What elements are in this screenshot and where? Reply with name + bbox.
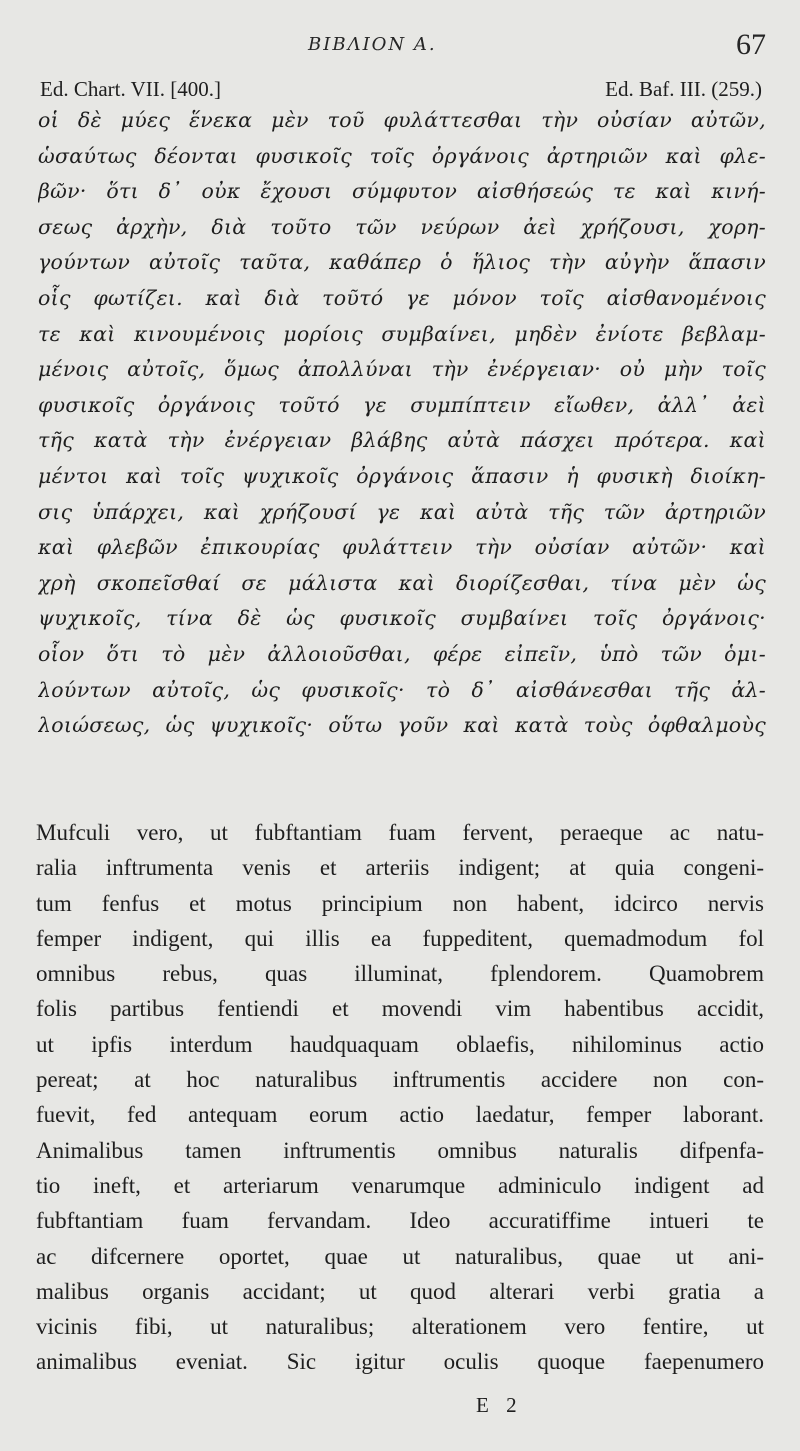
latin-text-line: Animalibus tamen inftrumentis omnibus naturalis difpenfa-: [36, 1137, 764, 1163]
signature-mark: E 2: [476, 1393, 523, 1417]
greek-text-line: βῶν· ὅτι δ᾽ οὐκ ἔχουσι σύμφυτον αἰσθήσεώς τε καὶ κινή-: [38, 179, 766, 204]
latin-text-line: femper indigent, qui illis ea fuppeditent, quemadmodum fol: [36, 925, 764, 951]
latin-text-line: malibus organis accidant; ut quod alterari verbi gratia a: [36, 1278, 764, 1304]
latin-text-line: folis partibus fentiendi et movendi vim habentibus accidit,: [36, 996, 764, 1022]
greek-text-line: χρὴ σκοπεῖσθαί σε μάλιστα καὶ διορίζεσθαι, τίνα μὲν ὡς: [38, 570, 766, 595]
greek-text-line: καὶ φλεβῶν ἐπικουρίας φυλάττειν τὴν οὐσίαν αὐτῶν· καὶ: [38, 535, 766, 560]
latin-text-line: ut ipfis interdum haudquaquam oblaefis, nihilominus actio: [36, 1031, 764, 1057]
greek-text-line: λοιώσεως, ὡς ψυχικοῖς· οὕτω γοῦν καὶ κατὰ τοὺς ὀφθαλμοὺς: [38, 713, 766, 738]
edition-reference-line: [40, 77, 762, 103]
greek-text-line: οἷς φωτίζει. καὶ διὰ τοῦτό γε μόνον τοῖς αἰσθανομένοις: [38, 285, 766, 310]
greek-text-line: οἱ δὲ μύες ἕνεκα μὲν τοῦ φυλάττεσθαι τὴν οὐσίαν αὐτῶν,: [38, 108, 766, 132]
greek-text-line: ὡσαύτως δέονται φυσικοῖς τοῖς ὀργάνοις ἀρτηριῶν καὶ φλε-: [38, 143, 766, 168]
latin-text-line: omnibus rebus, quas illuminat, fplendorem. Quamobrem: [36, 961, 764, 987]
greek-text-line: οἷον ὅτι τὸ μὲν ἀλλοιοῦσθαι, φέρε εἰπεῖν, ὑπὸ τῶν ὁμι-: [38, 641, 766, 666]
greek-text-line: σις ὑπάρχει, καὶ χρήζουσί γε καὶ αὐτὰ τῆς τῶν ἀρτηριῶν: [38, 499, 766, 524]
greek-text-line: γούντων αὐτοῖς ταῦτα, καθάπερ ὁ ἥλιος τὴν αὐγὴν ἅπασιν: [38, 250, 766, 275]
greek-text-block: [38, 103, 766, 744]
greek-text-line: τῆς κατὰ τὴν ἐνέργειαν βλάβης αὐτὰ πάσχει πρότερα. καὶ: [38, 428, 766, 453]
greek-text-line: ψυχικοῖς, τίνα δὲ ὡς φυσικοῖς συμβαίνει τοῖς ὀργάνοις·: [38, 606, 766, 631]
running-head-title: ΒΙΒΛΙΟΝ Α.: [308, 34, 437, 55]
latin-text-line: fubftantiam fuam fervandam. Ideo accuratiffime intueri te: [36, 1208, 764, 1234]
greek-text-line: μέντοι καὶ τοῖς ψυχικοῖς ὀργάνοις ἅπασιν ἡ φυσικὴ διοίκη-: [38, 463, 766, 488]
latin-text-line: pereat; at hoc naturalibus inftrumentis accidere non con-: [36, 1067, 764, 1093]
page-number: 67: [736, 28, 766, 61]
latin-text-line: vicinis fibi, ut naturalibus; alterationem vero fentire, ut: [36, 1314, 764, 1340]
edition-reference-basel: Ed. Baf. III. (259.): [605, 77, 762, 101]
running-head: [0, 28, 800, 68]
latin-text-line: ac difcernere oportet, quae ut naturalibus, quae ut ani-: [36, 1243, 764, 1269]
latin-text-line: ralia inftrumenta venis et arteriis indigent; at quia congeni-: [36, 855, 764, 881]
edition-reference-chartier: Ed. Chart. VII. [400.]: [40, 77, 221, 101]
latin-text-line: fuevit, fed antequam eorum actio laedatur, femper laborant.: [36, 1102, 764, 1128]
latin-text-line: tum fenfus et motus principium non habent, idcirco nervis: [36, 890, 764, 916]
latin-text-line: Mufculi vero, ut fubftantiam fuam fervent, peraeque ac natu-: [36, 820, 764, 845]
latin-text-line: tio ineft, et arteriarum venarumque adminiculo indigent ad: [36, 1172, 764, 1198]
greek-text-line: σεως ἀρχὴν, διὰ τοῦτο τῶν νεύρων ἀεὶ χρήζουσι, χορη-: [38, 214, 766, 239]
greek-text-line: λούντων αὐτοῖς, ὡς φυσικοῖς· τὸ δ᾽ αἰσθάνεσθαι τῆς ἀλ-: [38, 677, 766, 702]
latin-text-block: [36, 815, 764, 1380]
greek-text-line: φυσικοῖς ὀργάνοις τοῦτό γε συμπίπτειν εἴωθεν, ἀλλ᾽ ἀεὶ: [38, 392, 766, 417]
greek-text-line: μένοις αὐτοῖς, ὅμως ἀπολλύναι τὴν ἐνέργειαν· οὐ μὴν τοῖς: [38, 357, 766, 382]
latin-text-line: animalibus eveniat. Sic igitur oculis quoque faepenumero: [36, 1349, 764, 1375]
greek-text-line: τε καὶ κινουμένοις μορίοις συμβαίνει, μηδὲν ἐνίοτε βεβλαμ-: [38, 321, 766, 346]
